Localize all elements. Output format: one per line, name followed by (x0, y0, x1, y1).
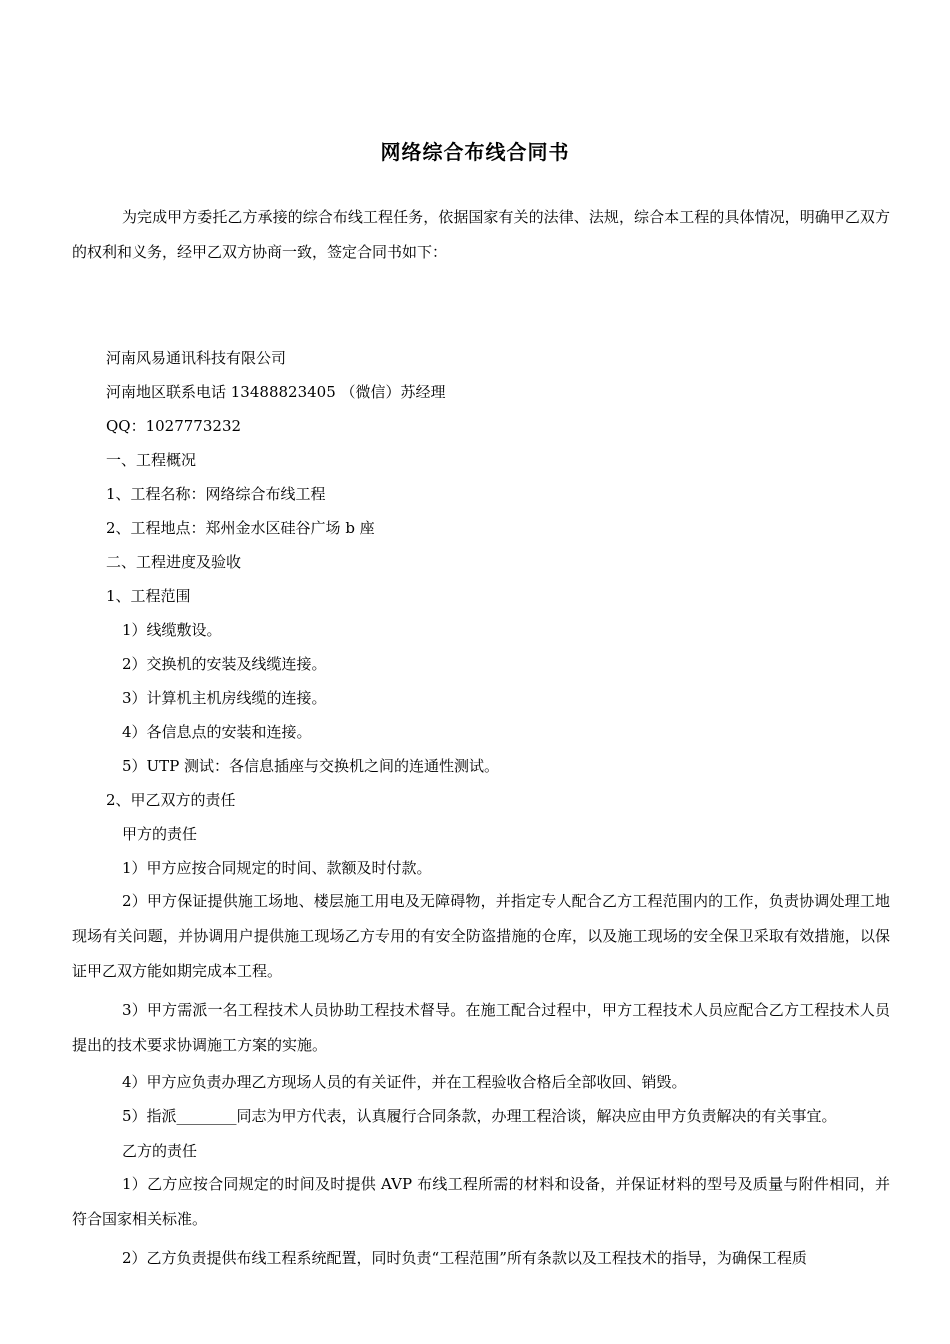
scope-heading: 1、工程范围 (106, 587, 191, 605)
scope-item: 4）各信息点的安装和连接。 (122, 723, 312, 741)
contact-line: 河南地区联系电话 13488823405 （微信）苏经理 (106, 383, 446, 401)
scope-item: 5）UTP 测试：各信息插座与交换机之间的连通性测试。 (122, 757, 500, 775)
section-heading-overview: 一、工程概况 (106, 451, 197, 469)
document-title: 网络综合布线合同书 (380, 140, 570, 164)
party-a-item: 1）甲方应按合同规定的时间、款额及时付款。 (122, 859, 432, 877)
party-a-item: 3）甲方需派一名工程技术人员协助工程技术督导。在施工配合过程中，甲方工程技术人员应配合乙方工程技术人员提出的技术要求协调施工方案的实施。 (72, 1001, 890, 1054)
intro-paragraph: 为完成甲方委托乙方承接的综合布线工程任务，依据国家有关的法律、法规，综合本工程的具体情况，明确甲乙双方的权利和义务，经甲乙双方协商一致，签定合同书如下： (72, 208, 890, 261)
scope-item: 1）线缆敷设。 (122, 621, 222, 639)
party-a-item: 4）甲方应负责办理乙方现场人员的有关证件，并在工程验收合格后全部收回、销毁。 (122, 1073, 687, 1091)
qq-line: QQ：1027773232 (106, 417, 242, 435)
party-b-item: 2）乙方负责提供布线工程系统配置，同时负责“工程范围”所有条款以及工程技术的指导，为确保工程质 (122, 1249, 807, 1267)
company-name: 河南风易通讯科技有限公司 (106, 349, 287, 367)
project-location: 2、工程地点：郑州金水区硅谷广场 b 座 (106, 519, 375, 537)
party-a-heading: 甲方的责任 (122, 825, 198, 843)
party-b-heading: 乙方的责任 (122, 1142, 198, 1160)
scope-item: 3）计算机主机房线缆的连接。 (122, 689, 327, 707)
party-a-item: 2）甲方保证提供施工场地、楼层施工用电及无障碍物，并指定专人配合乙方工程范围内的工作，负责协调处理工地现场有关问题，并协调用户提供施工现场乙方专用的有安全防盗措施的仓库，以及施工现场的安全保卫采取有效措施，以保证甲乙双方能如期完成本工程。 (72, 892, 890, 980)
project-name: 1、工程名称：网络综合布线工程 (106, 485, 326, 503)
section-heading-progress: 二、工程进度及验收 (106, 553, 242, 571)
duty-heading: 2、甲乙双方的责任 (106, 791, 236, 809)
scope-item: 2）交换机的安装及线缆连接。 (122, 655, 327, 673)
party-b-item: 1）乙方应按合同规定的时间及时提供 AVP 布线工程所需的材料和设备，并保证材料的型号及质量与附件相同，并符合国家相关标准。 (72, 1175, 890, 1228)
party-a-item: 5）指派________同志为甲方代表，认真履行合同条款，办理工程洽谈，解决应由甲方负责解决的有关事宜。 (122, 1107, 837, 1125)
